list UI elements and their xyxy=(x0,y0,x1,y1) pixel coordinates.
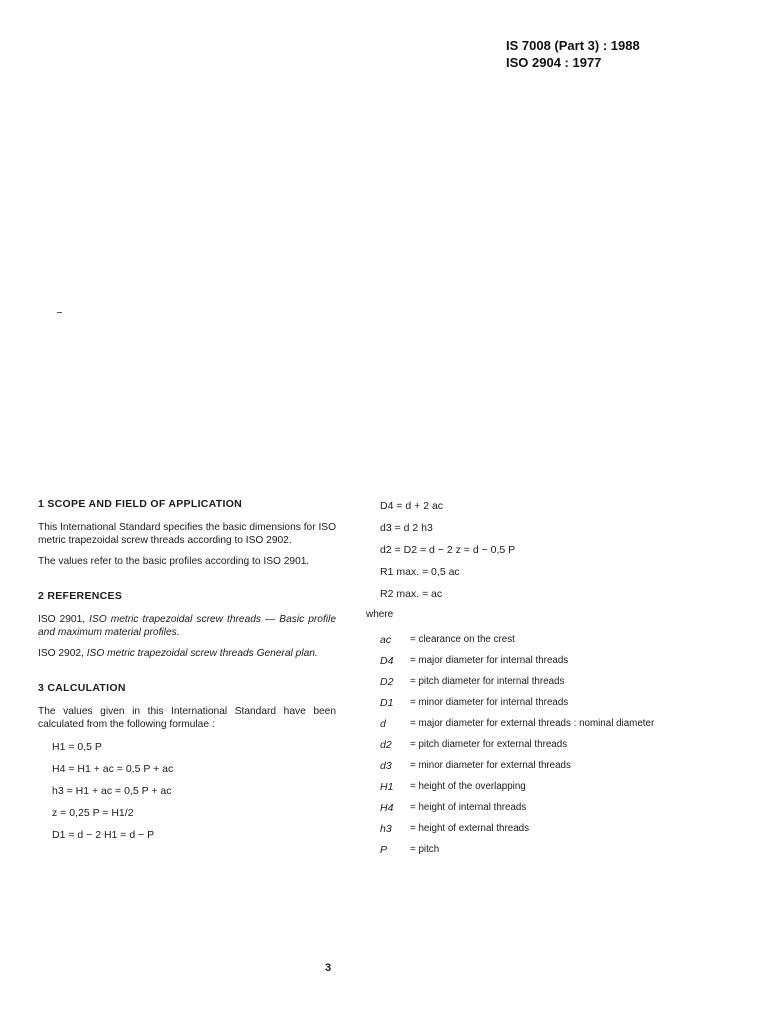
formula-d1: D1 = d − 2 H1 = d − P xyxy=(52,829,155,841)
definition-row xyxy=(366,780,696,794)
right-column xyxy=(366,498,696,864)
standard-number-iso: ISO 2904 : 1977 xyxy=(506,55,602,70)
formula-d2: d2 = D2 = d − 2 z = d − 0,5 P xyxy=(380,544,516,556)
scope-paragraph-1: This International Standard specifies the basic dimensions for ISO metric trapezoidal screw threads according to ISO 2902. xyxy=(38,522,336,546)
reference-iso-2902 xyxy=(38,647,336,660)
definition-text: = minor diameter for external threads xyxy=(410,760,571,771)
definition-text: = pitch diameter for external threads xyxy=(410,739,568,750)
reference-code: ISO 2901, xyxy=(38,614,86,625)
definition-text: = height of internal threads xyxy=(410,802,527,813)
definition-symbol: P xyxy=(380,844,388,856)
scope-paragraph-2: The values refer to the basic profiles according to ISO 2901. xyxy=(38,556,310,567)
stray-mark xyxy=(57,312,62,313)
definition-text: = clearance on the crest xyxy=(410,634,515,645)
formula-h3: h3 = H1 + ac = 0,5 P + ac xyxy=(52,785,172,797)
definition-row xyxy=(366,738,696,752)
definition-symbol: d3 xyxy=(380,760,392,772)
definition-text: = minor diameter for internal threads xyxy=(410,697,569,708)
definition-text: = pitch xyxy=(410,844,440,855)
standard-number-is: IS 7008 (Part 3) : 1988 xyxy=(506,38,640,53)
definition-row xyxy=(366,822,696,836)
definition-row xyxy=(366,654,696,668)
formula-h4: H4 = H1 + ac = 0,5 P + ac xyxy=(52,763,174,775)
definition-symbol: d xyxy=(380,718,386,730)
left-column xyxy=(38,498,336,849)
reference-iso-2901 xyxy=(38,613,336,639)
definition-text: = pitch diameter for internal threads xyxy=(410,676,565,687)
definition-symbol: H4 xyxy=(380,802,394,814)
definition-text: = major diameter for internal threads xyxy=(410,655,569,666)
formula-z: z = 0,25 P = H1/2 xyxy=(52,807,134,819)
definition-symbol: h3 xyxy=(380,823,392,835)
where-label: where xyxy=(366,609,394,620)
definition-symbol: d2 xyxy=(380,739,392,751)
definition-row xyxy=(366,633,696,647)
formula-h1: H1 = 0,5 P xyxy=(52,741,102,753)
formula-r1: R1 max. = 0,5 ac xyxy=(380,566,460,578)
definition-symbol: D2 xyxy=(380,676,394,688)
definition-row xyxy=(366,675,696,689)
definition-row xyxy=(366,801,696,815)
calculation-intro: The values given in this International Standard have been calculated from the following formulae : xyxy=(38,706,336,730)
definition-symbol: D1 xyxy=(380,697,394,709)
section-heading-scope: 1 SCOPE AND FIELD OF APPLICATION xyxy=(38,498,243,510)
formula-r2: R2 max. = ac xyxy=(380,588,443,600)
definition-row xyxy=(366,759,696,773)
reference-title: ISO metric trapezoidal screw threads — Basic profile and maximum material profiles. xyxy=(38,614,336,638)
definition-row xyxy=(366,696,696,710)
formula-d3: d3 = d 2 h3 xyxy=(380,522,433,534)
definition-row xyxy=(366,843,696,857)
section-heading-references: 2 REFERENCES xyxy=(38,590,123,602)
reference-title: ISO metric trapezoidal screw threads General plan. xyxy=(86,648,318,659)
page-number: 3 xyxy=(324,962,332,974)
definition-symbol: ac xyxy=(380,634,392,646)
definition-text: = height of external threads xyxy=(410,823,530,834)
definition-symbol: H1 xyxy=(380,781,394,793)
definition-text: = height of the overlapping xyxy=(410,781,526,792)
definition-text: = major diameter for external threads : nominal diameter xyxy=(410,718,655,729)
reference-code: ISO 2902, xyxy=(38,648,84,659)
standard-header xyxy=(506,37,640,71)
section-heading-calculation: 3 CALCULATION xyxy=(38,682,126,694)
definition-row xyxy=(366,717,696,731)
formula-d4: D4 = d + 2 ac xyxy=(380,500,444,512)
definition-symbol: D4 xyxy=(380,655,394,667)
